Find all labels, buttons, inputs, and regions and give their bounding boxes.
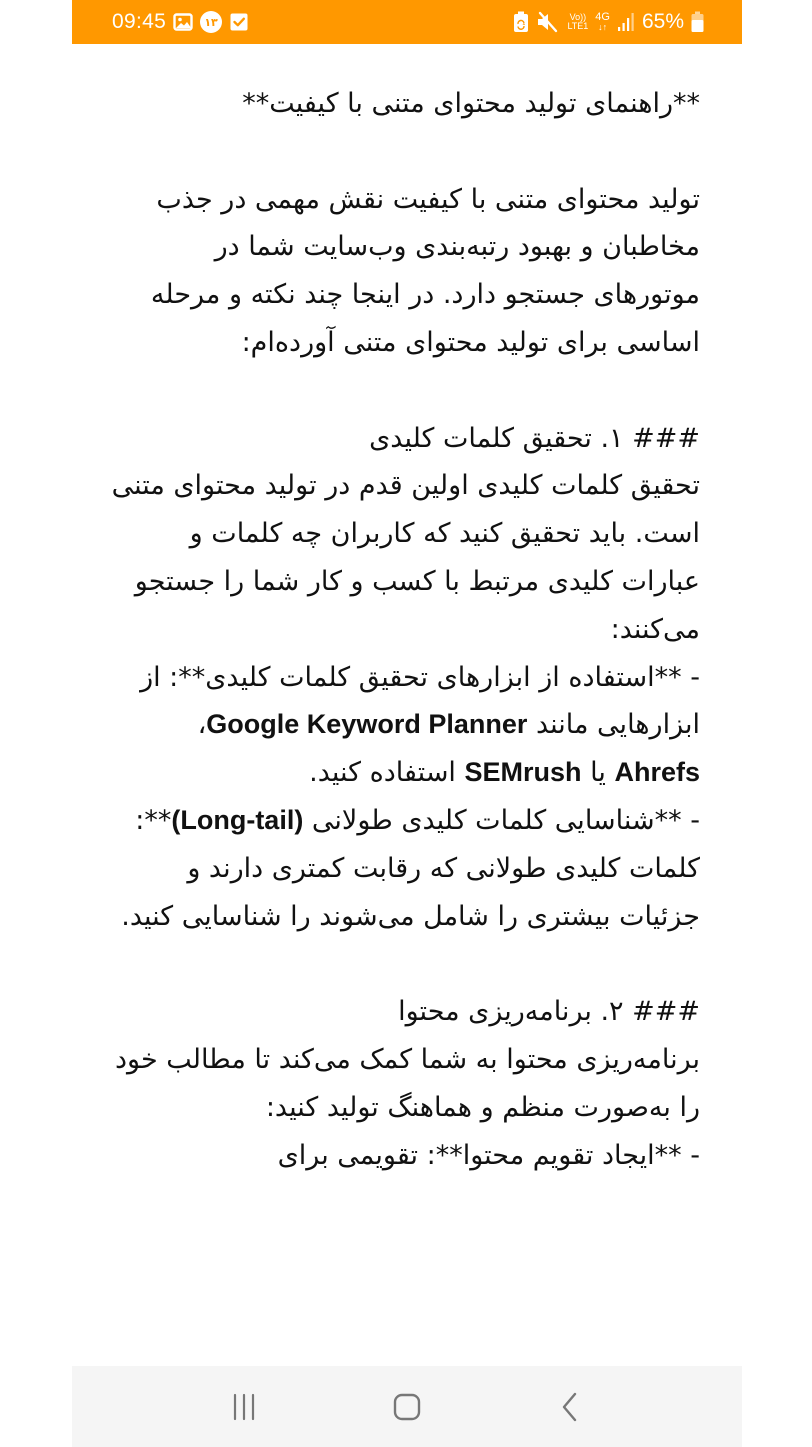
section-2-heading: ### ۲. برنامه‌ریزی محتوا [398, 996, 700, 1028]
4g-data-icon: 4G ↓↑ [595, 11, 610, 32]
volte-lte-icon: Vo)) LTE1 [567, 12, 589, 31]
home-icon [392, 1392, 422, 1422]
status-bar-right [513, 10, 704, 34]
checkbox-icon [229, 12, 249, 32]
latin-term: (Long-tail) [171, 804, 304, 835]
document-title: **راهنمای تولید محتوای متنی با کیفیت** [242, 88, 700, 119]
latin-term: Ahrefs [614, 757, 700, 788]
latin-term: Google Keyword Planner [206, 709, 528, 740]
recent-apps-icon [230, 1392, 258, 1422]
latin-term: SEMrush [464, 757, 582, 788]
section-1-heading: ### ۱. تحقیق کلمات کلیدی [369, 422, 700, 454]
battery-saver-icon [513, 11, 529, 33]
document-content [102, 70, 700, 1179]
signal-icon [617, 12, 635, 32]
section-2-body: برنامه‌ریزی محتوا به شما کمک می‌کند تا مطالب خود را به‌صورت منظم و هماهنگ تولید کنید: [106, 1043, 700, 1123]
gallery-icon [173, 12, 193, 32]
section-1-bullet-2: - **شناسایی کلمات کلیدی طولانی (Long-tail)**: کلمات کلیدی طولانی که رقابت کمتری دارند و جزئیات بیشتری را شامل می‌شوند را شناسایی کنید. [121, 804, 700, 932]
back-icon [558, 1391, 582, 1423]
status-bar-left [112, 10, 249, 34]
section-1-bullet-1: - **استفاده از ابزارهای تحقیق کلمات کلیدی**: از ابزارهایی مانند Google Keyword Planner، Ahrefs یا SEMrush استفاده کنید. [131, 661, 700, 789]
home-button[interactable] [377, 1377, 437, 1437]
notification-count-icon: ۱۳ [200, 11, 222, 33]
section-2-bullet-1: - **ایجاد تقویم محتوا**: تقویمی برای [277, 1139, 700, 1171]
section-1-body: تحقیق کلمات کلیدی اولین قدم در تولید محتوای متنی است. باید تحقیق کنید که کاربران چه کلمات و عبارات کلیدی مرتبط با کسب و کار شما را جستجو می‌کنند: [102, 470, 700, 645]
phone-screen [72, 0, 742, 1447]
intro-paragraph: تولید محتوای متنی با کیفیت نقش مهمی در جذب مخاطبان و بهبود رتبه‌بندی وب‌سایت شما در موتورهای جستجو دارد. در اینجا چند نکته و مرحله اساسی برای تولید محتوای متنی آورده‌ام: [142, 183, 700, 358]
navigation-bar [72, 1366, 742, 1447]
back-button[interactable] [540, 1377, 600, 1437]
mute-icon [536, 11, 560, 33]
battery-percent: 65% [641, 10, 684, 33]
recent-apps-button[interactable] [214, 1377, 274, 1437]
battery-icon [691, 11, 704, 33]
status-bar [72, 0, 742, 44]
clock: 09:45 [112, 10, 167, 33]
